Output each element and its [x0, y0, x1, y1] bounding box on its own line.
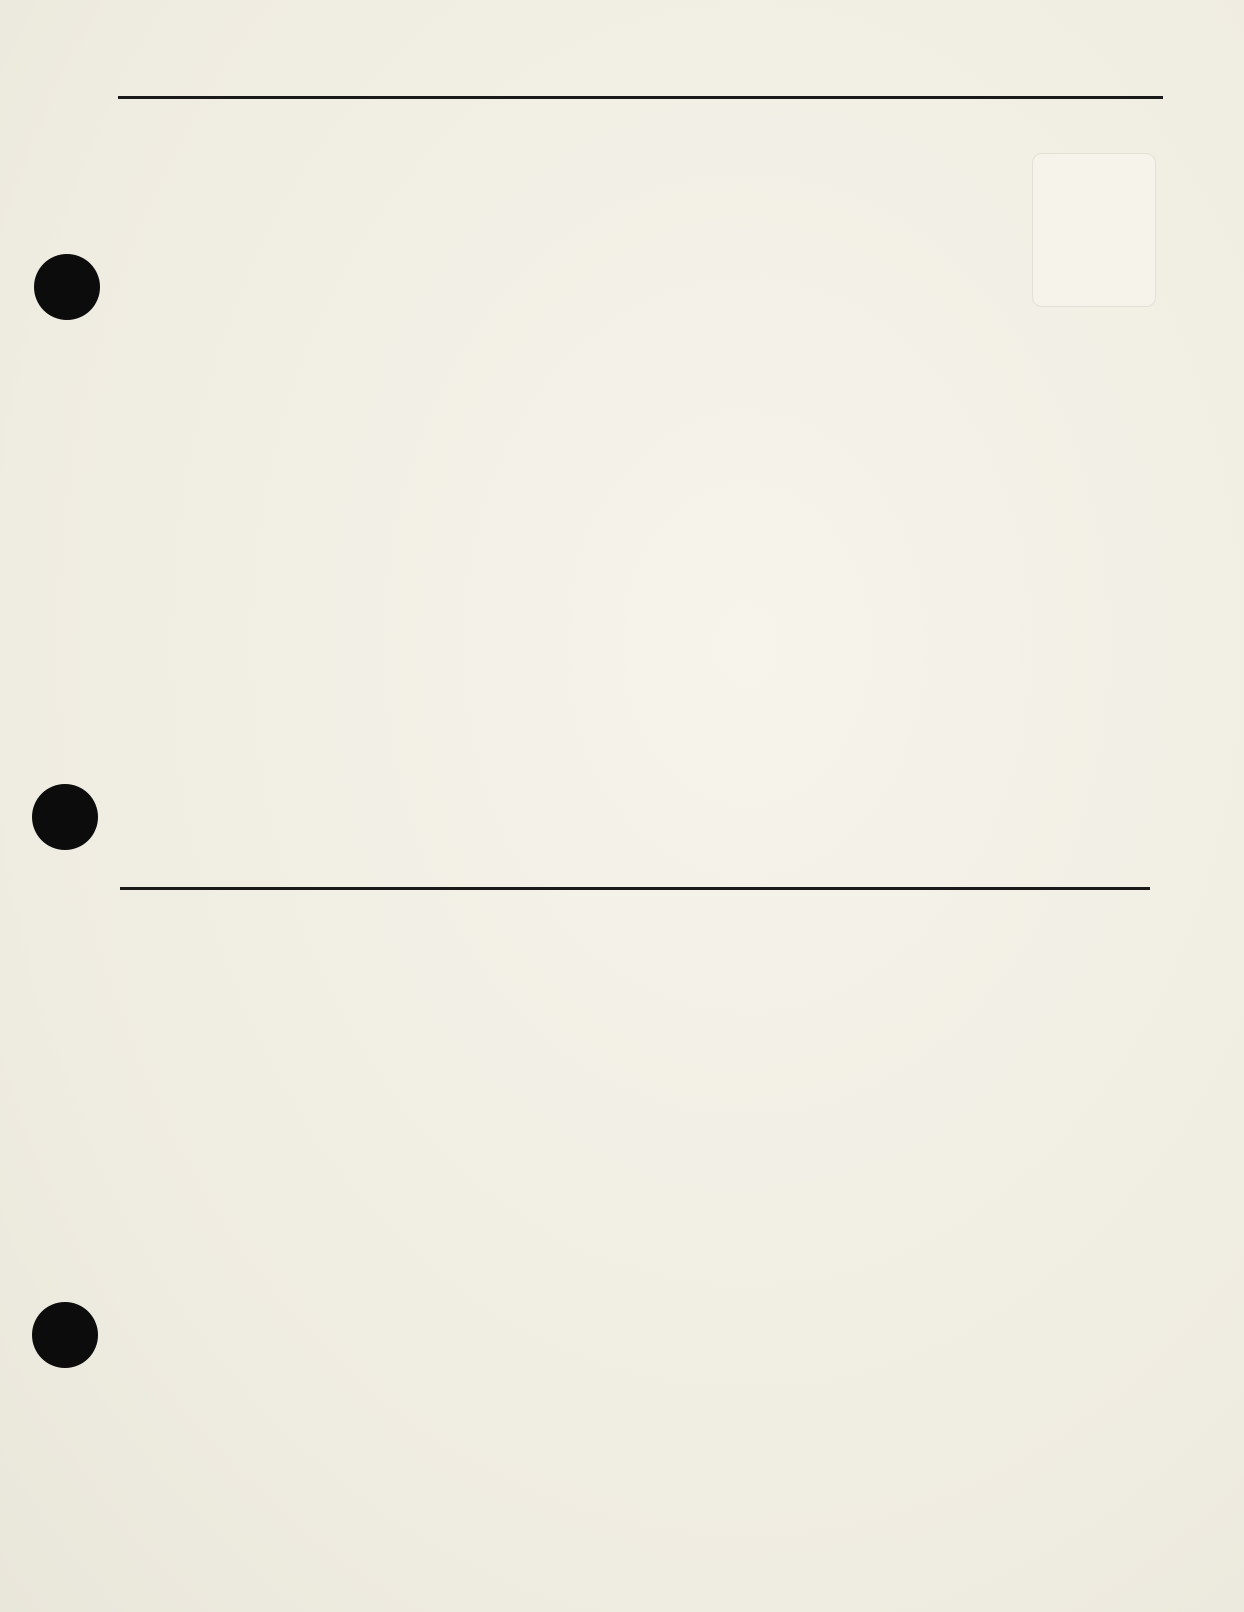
punch-hole-middle — [32, 784, 98, 850]
punch-hole-bottom — [32, 1302, 98, 1368]
step-1-line — [268, 1228, 311, 1252]
middle-rule — [120, 887, 1150, 890]
step-1-line-2 — [137, 1256, 156, 1280]
punch-hole-top — [34, 254, 100, 320]
top-rule — [118, 96, 1163, 99]
handwritten-note — [1032, 153, 1156, 307]
